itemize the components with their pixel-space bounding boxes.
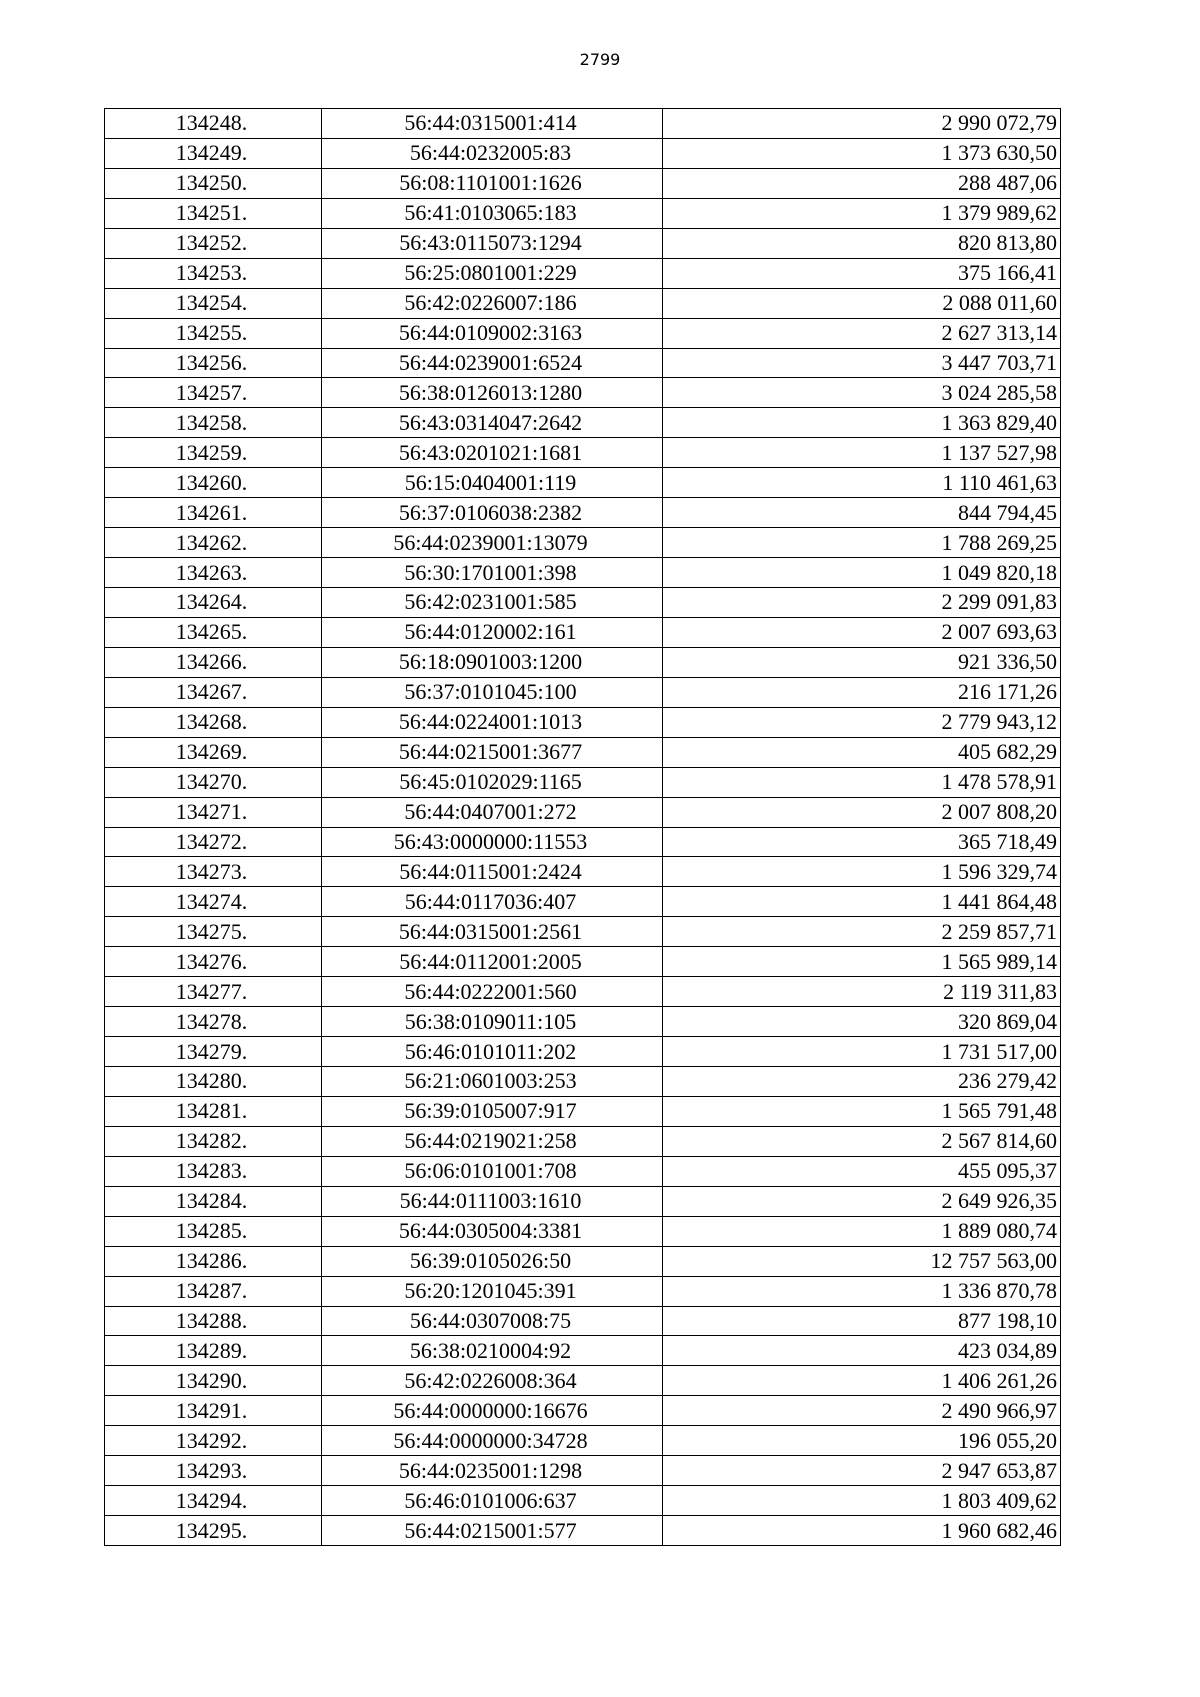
cadastral-value-cell: 423 034,89 xyxy=(663,1336,1061,1366)
cadastral-number-cell: 56:15:0404001:119 xyxy=(322,468,663,498)
cadastral-number-cell: 56:44:0232005:83 xyxy=(322,138,663,168)
row-number-cell: 134289. xyxy=(105,1336,322,1366)
cadastral-value-table xyxy=(104,108,1061,1546)
cadastral-value-cell: 2 627 313,14 xyxy=(663,318,1061,348)
cadastral-number-cell: 56:44:0315001:2561 xyxy=(322,917,663,947)
row-number-cell: 134278. xyxy=(105,1007,322,1037)
table-row xyxy=(105,917,1061,947)
cadastral-number-cell: 56:46:0101006:637 xyxy=(322,1486,663,1516)
cadastral-value-cell: 1 889 080,74 xyxy=(663,1216,1061,1246)
cadastral-number-cell: 56:44:0000000:16676 xyxy=(322,1396,663,1426)
cadastral-number-cell: 56:44:0215001:577 xyxy=(322,1516,663,1546)
row-number-cell: 134268. xyxy=(105,707,322,737)
cadastral-value-cell: 405 682,29 xyxy=(663,737,1061,767)
table-row xyxy=(105,1336,1061,1366)
cadastral-value-cell: 877 198,10 xyxy=(663,1306,1061,1336)
table-row xyxy=(105,1037,1061,1067)
table-row xyxy=(105,588,1061,618)
row-number-cell: 134273. xyxy=(105,857,322,887)
table-row xyxy=(105,1426,1061,1456)
row-number-cell: 134248. xyxy=(105,109,322,139)
row-number-cell: 134266. xyxy=(105,647,322,677)
table-row xyxy=(105,198,1061,228)
table-row xyxy=(105,438,1061,468)
cadastral-value-cell: 820 813,80 xyxy=(663,228,1061,258)
cadastral-number-cell: 56:44:0222001:560 xyxy=(322,977,663,1007)
row-number-cell: 134281. xyxy=(105,1096,322,1126)
table-row xyxy=(105,1396,1061,1426)
row-number-cell: 134288. xyxy=(105,1306,322,1336)
cadastral-value-cell: 1 406 261,26 xyxy=(663,1366,1061,1396)
table-row xyxy=(105,1366,1061,1396)
cadastral-value-cell: 1 379 989,62 xyxy=(663,198,1061,228)
cadastral-value-cell: 1 565 791,48 xyxy=(663,1096,1061,1126)
cadastral-value-cell: 1 788 269,25 xyxy=(663,528,1061,558)
row-number-cell: 134264. xyxy=(105,588,322,618)
table-row xyxy=(105,977,1061,1007)
cadastral-value-cell: 1 960 682,46 xyxy=(663,1516,1061,1546)
cadastral-number-cell: 56:38:0109011:105 xyxy=(322,1007,663,1037)
row-number-cell: 134254. xyxy=(105,288,322,318)
cadastral-number-cell: 56:44:0315001:414 xyxy=(322,109,663,139)
table-row xyxy=(105,1486,1061,1516)
table-row xyxy=(105,1156,1061,1186)
cadastral-value-cell: 2 990 072,79 xyxy=(663,109,1061,139)
cadastral-value-cell: 288 487,06 xyxy=(663,168,1061,198)
table-row xyxy=(105,887,1061,917)
row-number-cell: 134282. xyxy=(105,1126,322,1156)
cadastral-value-cell: 1 110 461,63 xyxy=(663,468,1061,498)
table-row xyxy=(105,1216,1061,1246)
table-row xyxy=(105,1126,1061,1156)
table-row xyxy=(105,617,1061,647)
cadastral-value-cell: 1 363 829,40 xyxy=(663,408,1061,438)
cadastral-number-cell: 56:44:0109002:3163 xyxy=(322,318,663,348)
cadastral-value-cell: 2 007 693,63 xyxy=(663,617,1061,647)
row-number-cell: 134295. xyxy=(105,1516,322,1546)
cadastral-value-cell: 1 565 989,14 xyxy=(663,947,1061,977)
row-number-cell: 134256. xyxy=(105,348,322,378)
cadastral-number-cell: 56:18:0901003:1200 xyxy=(322,647,663,677)
table-row xyxy=(105,1007,1061,1037)
table-row xyxy=(105,288,1061,318)
table-row xyxy=(105,797,1061,827)
cadastral-value-cell: 921 336,50 xyxy=(663,647,1061,677)
row-number-cell: 134250. xyxy=(105,168,322,198)
table-row xyxy=(105,947,1061,977)
table-row xyxy=(105,168,1061,198)
cadastral-value-cell: 375 166,41 xyxy=(663,258,1061,288)
table-row xyxy=(105,258,1061,288)
cadastral-number-cell: 56:44:0112001:2005 xyxy=(322,947,663,977)
cadastral-number-cell: 56:43:0115073:1294 xyxy=(322,228,663,258)
table-row xyxy=(105,348,1061,378)
table-row xyxy=(105,378,1061,408)
cadastral-number-cell: 56:44:0215001:3677 xyxy=(322,737,663,767)
row-number-cell: 134276. xyxy=(105,947,322,977)
cadastral-number-cell: 56:44:0000000:34728 xyxy=(322,1426,663,1456)
table-row xyxy=(105,767,1061,797)
cadastral-number-cell: 56:38:0210004:92 xyxy=(322,1336,663,1366)
cadastral-number-cell: 56:42:0226008:364 xyxy=(322,1366,663,1396)
cadastral-value-cell: 2 567 814,60 xyxy=(663,1126,1061,1156)
cadastral-number-cell: 56:41:0103065:183 xyxy=(322,198,663,228)
cadastral-number-cell: 56:42:0226007:186 xyxy=(322,288,663,318)
cadastral-value-cell: 1 373 630,50 xyxy=(663,138,1061,168)
row-number-cell: 134258. xyxy=(105,408,322,438)
cadastral-value-cell: 2 299 091,83 xyxy=(663,588,1061,618)
cadastral-value-cell: 2 119 311,83 xyxy=(663,977,1061,1007)
cadastral-value-cell: 844 794,45 xyxy=(663,498,1061,528)
page-number: 2799 xyxy=(579,50,621,69)
cadastral-number-cell: 56:38:0126013:1280 xyxy=(322,378,663,408)
row-number-cell: 134261. xyxy=(105,498,322,528)
row-number-cell: 134293. xyxy=(105,1456,322,1486)
cadastral-value-cell: 455 095,37 xyxy=(663,1156,1061,1186)
table-row xyxy=(105,1186,1061,1216)
cadastral-value-cell: 1 803 409,62 xyxy=(663,1486,1061,1516)
cadastral-number-cell: 56:44:0239001:6524 xyxy=(322,348,663,378)
cadastral-number-cell: 56:44:0115001:2424 xyxy=(322,857,663,887)
cadastral-number-cell: 56:44:0307008:75 xyxy=(322,1306,663,1336)
cadastral-value-cell: 2 088 011,60 xyxy=(663,288,1061,318)
cadastral-value-cell: 3 447 703,71 xyxy=(663,348,1061,378)
row-number-cell: 134292. xyxy=(105,1426,322,1456)
cadastral-value-cell: 216 171,26 xyxy=(663,677,1061,707)
row-number-cell: 134271. xyxy=(105,797,322,827)
row-number-cell: 134252. xyxy=(105,228,322,258)
table-row xyxy=(105,498,1061,528)
cadastral-value-cell: 2 490 966,97 xyxy=(663,1396,1061,1426)
table-row xyxy=(105,707,1061,737)
row-number-cell: 134272. xyxy=(105,827,322,857)
row-number-cell: 134257. xyxy=(105,378,322,408)
cadastral-value-cell: 1 336 870,78 xyxy=(663,1276,1061,1306)
row-number-cell: 134285. xyxy=(105,1216,322,1246)
row-number-cell: 134291. xyxy=(105,1396,322,1426)
cadastral-value-cell: 1 137 527,98 xyxy=(663,438,1061,468)
cadastral-value-cell: 2 947 653,87 xyxy=(663,1456,1061,1486)
table-row xyxy=(105,1516,1061,1546)
cadastral-value-cell: 320 869,04 xyxy=(663,1007,1061,1037)
table-row xyxy=(105,737,1061,767)
table-row xyxy=(105,109,1061,139)
row-number-cell: 134253. xyxy=(105,258,322,288)
cadastral-number-cell: 56:44:0219021:258 xyxy=(322,1126,663,1156)
cadastral-number-cell: 56:37:0106038:2382 xyxy=(322,498,663,528)
table-row xyxy=(105,528,1061,558)
row-number-cell: 134286. xyxy=(105,1246,322,1276)
row-number-cell: 134284. xyxy=(105,1186,322,1216)
row-number-cell: 134255. xyxy=(105,318,322,348)
row-number-cell: 134275. xyxy=(105,917,322,947)
cadastral-value-cell: 1 596 329,74 xyxy=(663,857,1061,887)
row-number-cell: 134290. xyxy=(105,1366,322,1396)
table-row xyxy=(105,1096,1061,1126)
table-row xyxy=(105,1067,1061,1097)
cadastral-number-cell: 56:44:0235001:1298 xyxy=(322,1456,663,1486)
table-row xyxy=(105,677,1061,707)
row-number-cell: 134279. xyxy=(105,1037,322,1067)
row-number-cell: 134260. xyxy=(105,468,322,498)
cadastral-number-cell: 56:44:0224001:1013 xyxy=(322,707,663,737)
cadastral-number-cell: 56:42:0231001:585 xyxy=(322,588,663,618)
cadastral-number-cell: 56:46:0101011:202 xyxy=(322,1037,663,1067)
cadastral-value-cell: 1 441 864,48 xyxy=(663,887,1061,917)
table-row xyxy=(105,1276,1061,1306)
cadastral-number-cell: 56:44:0117036:407 xyxy=(322,887,663,917)
table-row xyxy=(105,318,1061,348)
row-number-cell: 134277. xyxy=(105,977,322,1007)
table-row xyxy=(105,827,1061,857)
table-row xyxy=(105,468,1061,498)
table-body xyxy=(105,109,1061,1546)
cadastral-value-cell: 3 024 285,58 xyxy=(663,378,1061,408)
cadastral-value-cell: 2 007 808,20 xyxy=(663,797,1061,827)
cadastral-value-cell: 365 718,49 xyxy=(663,827,1061,857)
cadastral-value-cell: 1 049 820,18 xyxy=(663,558,1061,588)
cadastral-value-cell: 196 055,20 xyxy=(663,1426,1061,1456)
row-number-cell: 134287. xyxy=(105,1276,322,1306)
cadastral-number-cell: 56:44:0239001:13079 xyxy=(322,528,663,558)
cadastral-number-cell: 56:25:0801001:229 xyxy=(322,258,663,288)
cadastral-value-cell: 236 279,42 xyxy=(663,1067,1061,1097)
cadastral-number-cell: 56:44:0120002:161 xyxy=(322,617,663,647)
cadastral-number-cell: 56:20:1201045:391 xyxy=(322,1276,663,1306)
table-row xyxy=(105,1456,1061,1486)
cadastral-value-cell: 12 757 563,00 xyxy=(663,1246,1061,1276)
row-number-cell: 134265. xyxy=(105,617,322,647)
cadastral-number-cell: 56:39:0105026:50 xyxy=(322,1246,663,1276)
row-number-cell: 134269. xyxy=(105,737,322,767)
cadastral-number-cell: 56:43:0000000:11553 xyxy=(322,827,663,857)
cadastral-number-cell: 56:37:0101045:100 xyxy=(322,677,663,707)
table-row xyxy=(105,558,1061,588)
row-number-cell: 134294. xyxy=(105,1486,322,1516)
cadastral-number-cell: 56:43:0201021:1681 xyxy=(322,438,663,468)
table-row xyxy=(105,647,1061,677)
cadastral-number-cell: 56:44:0111003:1610 xyxy=(322,1186,663,1216)
cadastral-number-cell: 56:39:0105007:917 xyxy=(322,1096,663,1126)
cadastral-value-cell: 2 779 943,12 xyxy=(663,707,1061,737)
row-number-cell: 134259. xyxy=(105,438,322,468)
table-row xyxy=(105,138,1061,168)
cadastral-number-cell: 56:44:0407001:272 xyxy=(322,797,663,827)
cadastral-value-cell: 1 478 578,91 xyxy=(663,767,1061,797)
table-row xyxy=(105,1306,1061,1336)
row-number-cell: 134262. xyxy=(105,528,322,558)
row-number-cell: 134274. xyxy=(105,887,322,917)
row-number-cell: 134270. xyxy=(105,767,322,797)
table-row xyxy=(105,228,1061,258)
cadastral-value-cell: 2 649 926,35 xyxy=(663,1186,1061,1216)
cadastral-value-cell: 2 259 857,71 xyxy=(663,917,1061,947)
cadastral-number-cell: 56:45:0102029:1165 xyxy=(322,767,663,797)
table-row xyxy=(105,408,1061,438)
cadastral-number-cell: 56:44:0305004:3381 xyxy=(322,1216,663,1246)
cadastral-number-cell: 56:21:0601003:253 xyxy=(322,1067,663,1097)
cadastral-number-cell: 56:30:1701001:398 xyxy=(322,558,663,588)
row-number-cell: 134249. xyxy=(105,138,322,168)
row-number-cell: 134263. xyxy=(105,558,322,588)
table-row xyxy=(105,857,1061,887)
table-row xyxy=(105,1246,1061,1276)
row-number-cell: 134251. xyxy=(105,198,322,228)
cadastral-number-cell: 56:43:0314047:2642 xyxy=(322,408,663,438)
cadastral-value-cell: 1 731 517,00 xyxy=(663,1037,1061,1067)
cadastral-number-cell: 56:06:0101001:708 xyxy=(322,1156,663,1186)
row-number-cell: 134283. xyxy=(105,1156,322,1186)
row-number-cell: 134280. xyxy=(105,1067,322,1097)
row-number-cell: 134267. xyxy=(105,677,322,707)
cadastral-number-cell: 56:08:1101001:1626 xyxy=(322,168,663,198)
